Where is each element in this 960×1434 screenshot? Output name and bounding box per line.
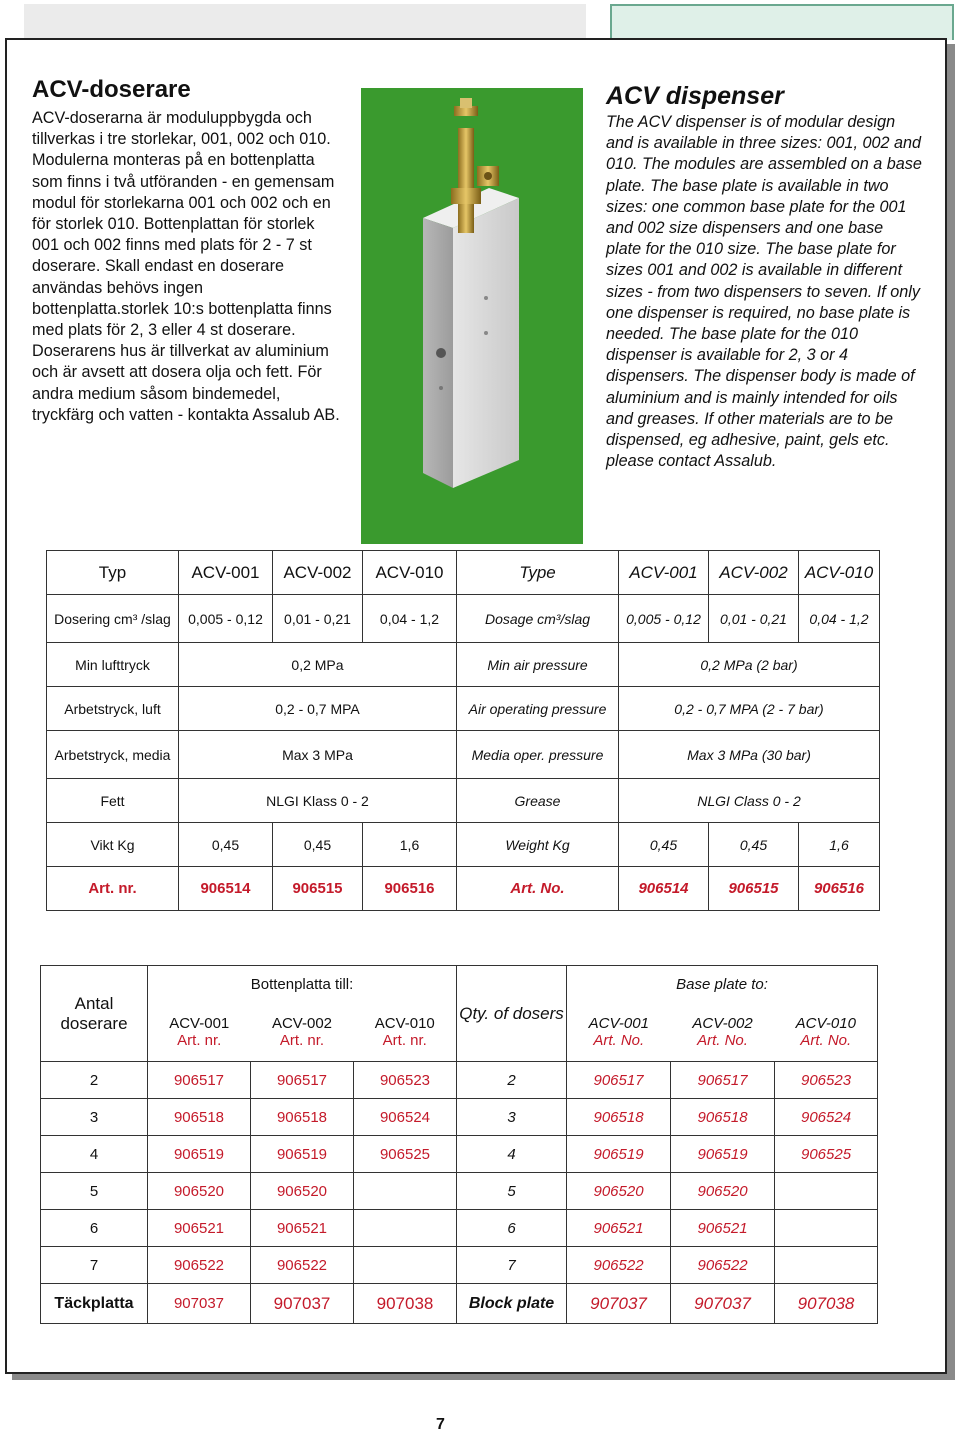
table-cell: 3 (457, 1099, 567, 1136)
col-header-model: ACV-001 (588, 1015, 649, 1033)
col-header-art: Art. No. (593, 1032, 645, 1050)
col-header-art: Art. nr. (177, 1032, 222, 1050)
english-title: ACV dispenser (606, 82, 784, 110)
table-cell: 906521 (671, 1210, 775, 1247)
table-cell: 906518 (671, 1099, 775, 1136)
spec-row-dosage (47, 595, 880, 643)
spec-value: NLGI Klass 0 - 2 (179, 779, 457, 823)
cover-art: 907037 (148, 1284, 251, 1324)
art-number: 906516 (363, 867, 457, 911)
table-cell: 6 (457, 1210, 567, 1247)
col-header-model: ACV-001 (169, 1015, 230, 1033)
spec-header-cell: ACV-002 (709, 551, 799, 595)
spec-value: 0,2 MPa (179, 643, 457, 687)
table-cell: 906520 (148, 1173, 251, 1210)
spec-value: 0,45 (619, 823, 709, 867)
table-cell: 906518 (148, 1099, 251, 1136)
table-cell: 906524 (775, 1099, 878, 1136)
spec-value: 0,005 - 0,12 (619, 595, 709, 643)
cover-art: 907038 (775, 1284, 878, 1324)
spec-header-cell: ACV-002 (273, 551, 363, 595)
group-header: Base plate to: (567, 966, 878, 1004)
spec-row-art-no (47, 867, 880, 911)
col-header-art: Art. No. (697, 1032, 748, 1050)
spec-label: Grease (457, 779, 619, 823)
table-cell: 906522 (251, 1247, 354, 1284)
col-header-model: ACV-010 (795, 1015, 856, 1033)
table-cell (354, 1173, 457, 1210)
spec-value: 0,01 - 0,21 (273, 595, 363, 643)
col-header-art: Art. No. (800, 1032, 852, 1050)
frame-shadow-right (947, 44, 955, 1376)
table-cell: 906517 (671, 1062, 775, 1099)
spec-value: Max 3 MPa (30 bar) (619, 731, 880, 779)
table-cell: 906522 (148, 1247, 251, 1284)
spec-label: Media oper. pressure (457, 731, 619, 779)
col-header-model: ACV-010 (374, 1015, 435, 1033)
cover-label: Täckplatta (41, 1284, 148, 1324)
spec-label: Air operating pressure (457, 687, 619, 731)
page-number: 7 (436, 1416, 445, 1433)
table-cell (775, 1247, 878, 1284)
table-row (41, 1136, 878, 1173)
col-header (567, 1004, 671, 1062)
spec-value: 1,6 (799, 823, 880, 867)
table-cell: 2 (41, 1062, 148, 1099)
art-label: Art. No. (457, 867, 619, 911)
spec-row-air-pressure (47, 687, 880, 731)
table-cell: 906517 (567, 1062, 671, 1099)
spec-value: 0,2 - 0,7 MPA (2 - 7 bar) (619, 687, 880, 731)
baseplate-rows (41, 1062, 878, 1284)
col-header (671, 1004, 775, 1062)
table-cell: 906520 (671, 1173, 775, 1210)
spec-value: Max 3 MPa (179, 731, 457, 779)
table-cell: 906520 (567, 1173, 671, 1210)
table-cell: 906524 (354, 1099, 457, 1136)
table-cell: 906519 (671, 1136, 775, 1173)
spec-header-cell: ACV-010 (363, 551, 457, 595)
table-cell: 906519 (567, 1136, 671, 1173)
table-cell (354, 1247, 457, 1284)
table-cell: 906518 (251, 1099, 354, 1136)
table-row (41, 1210, 878, 1247)
spec-table (46, 550, 880, 911)
spec-label: Weight Kg (457, 823, 619, 867)
table-cell: 906525 (354, 1136, 457, 1173)
swedish-title: ACV-doserare (32, 76, 191, 103)
table-cell: 906525 (775, 1136, 878, 1173)
table-cell: 906517 (251, 1062, 354, 1099)
spec-value: NLGI Class 0 - 2 (619, 779, 880, 823)
table-cell (775, 1173, 878, 1210)
cover-art: 907037 (567, 1284, 671, 1324)
spec-header-cell: Typ (47, 551, 179, 595)
spec-value: 0,2 MPa (2 bar) (619, 643, 880, 687)
spec-label: Vikt Kg (47, 823, 179, 867)
table-cell: 906521 (148, 1210, 251, 1247)
table-cell (775, 1210, 878, 1247)
col-header-model: ACV-002 (271, 1015, 333, 1033)
table-cell: 7 (457, 1247, 567, 1284)
table-cell: 2 (457, 1062, 567, 1099)
art-number: 906514 (619, 867, 709, 911)
product-photo (361, 88, 583, 544)
table-cell: 906521 (251, 1210, 354, 1247)
table-cell: 906518 (567, 1099, 671, 1136)
spec-label: Dosering cm³ /slag (47, 595, 179, 643)
header-gray-bar (24, 4, 586, 38)
col-header (354, 1004, 457, 1062)
table-cell: 3 (41, 1099, 148, 1136)
spec-value: 0,04 - 1,2 (799, 595, 880, 643)
spec-value: 0,2 - 0,7 MPA (179, 687, 457, 731)
english-body: The ACV dispenser is of modular design and is available in three sizes: 001, 002 and 010. The modules are assembled on a base plate. The base plate is available in two sizes: one common base plate for the 001 and 002 size dispensers and one base plate for the 010 size. The base plate for sizes 001 and 002 is available in different sizes - from two dispensers to seven. If only one dispenser is required, no base plate is needed. The base plate for the 010 dispenser is available for 2, 3 or 4 dispensers. The dispenser body is made of aluminium and is mainly intended for oils and greases. If other materials are to be dispensed, eg adhesive, paint, gels etc. please contact Assalub. (606, 113, 922, 471)
table-cell: 906519 (251, 1136, 354, 1173)
table-cell: 906519 (148, 1136, 251, 1173)
art-number: 906515 (273, 867, 363, 911)
table-row (41, 1173, 878, 1210)
cover-art: 907037 (671, 1284, 775, 1324)
table-cell: 906522 (671, 1247, 775, 1284)
art-number: 906514 (179, 867, 273, 911)
baseplate-group-row (41, 966, 878, 1004)
spec-value: 1,6 (363, 823, 457, 867)
qty-header: Antal doserare (41, 966, 148, 1062)
table-cell (354, 1210, 457, 1247)
table-cell: 906523 (775, 1062, 878, 1099)
spec-label: Arbetstryck, media (47, 731, 179, 779)
cover-row (41, 1284, 878, 1324)
table-cell: 5 (41, 1173, 148, 1210)
art-number: 906516 (799, 867, 880, 911)
table-cell: 7 (41, 1247, 148, 1284)
spec-value: 0,005 - 0,12 (179, 595, 273, 643)
spec-label: Fett (47, 779, 179, 823)
spec-header-row (47, 551, 880, 595)
dispenser-image (361, 88, 583, 544)
cover-art: 907038 (354, 1284, 457, 1324)
spec-label: Min air pressure (457, 643, 619, 687)
spec-value: 0,45 (709, 823, 799, 867)
spec-label: Arbetstryck, luft (47, 687, 179, 731)
art-label: Art. nr. (47, 867, 179, 911)
table-cell: 906521 (567, 1210, 671, 1247)
spec-value: 0,45 (179, 823, 273, 867)
spec-label: Dosage cm³/slag (457, 595, 619, 643)
spec-header-cell: Type (457, 551, 619, 595)
col-header-model: ACV-002 (692, 1015, 753, 1033)
art-number: 906515 (709, 867, 799, 911)
spec-row-weight (47, 823, 880, 867)
header-green-tab (610, 4, 954, 40)
table-row (41, 1062, 878, 1099)
spec-value: 0,04 - 1,2 (363, 595, 457, 643)
baseplate-table (40, 965, 878, 1324)
spec-header-cell: ACV-001 (179, 551, 273, 595)
spec-header-cell: ACV-001 (619, 551, 709, 595)
col-header (251, 1004, 354, 1062)
col-header-art: Art. nr. (279, 1032, 325, 1050)
col-header (775, 1004, 878, 1062)
table-row (41, 1247, 878, 1284)
col-header (148, 1004, 251, 1062)
table-cell: 5 (457, 1173, 567, 1210)
spec-header-cell: ACV-010 (799, 551, 880, 595)
spec-value: 0,45 (273, 823, 363, 867)
table-row (41, 1099, 878, 1136)
qty-header: Qty. of dosers (457, 966, 567, 1062)
table-cell: 906520 (251, 1173, 354, 1210)
spec-row-min-air (47, 643, 880, 687)
table-cell: 6 (41, 1210, 148, 1247)
group-header: Bottenplatta till: (148, 966, 457, 1004)
table-cell: 4 (457, 1136, 567, 1173)
spec-label: Min lufttryck (47, 643, 179, 687)
table-cell: 906517 (148, 1062, 251, 1099)
spec-value: 0,01 - 0,21 (709, 595, 799, 643)
table-cell: 4 (41, 1136, 148, 1173)
table-cell: 906523 (354, 1062, 457, 1099)
spec-row-grease (47, 779, 880, 823)
cover-label: Block plate (457, 1284, 567, 1324)
table-cell: 906522 (567, 1247, 671, 1284)
swedish-body: ACV-doserarna är moduluppbygda och tillverkas i tre storlekar, 001, 002 och 010. Modulerna monteras på en bottenplatta som finns i två utföranden - en gemensam modul för storlekarna 001 och 002 och en för storlek 010. Bottenplattan för storlek 001 och 002 finns med plats för 2 - 7 st doserare. Skall endast en doserare användas behövs ingen bottenplatta.storlek 10:s bottenplatta finns med plats för 2, 3 eller 4 st doserare. Doserarens hus är tillverkat av aluminium och är avsett att dosera olja och fett. För andra medium såsom bindemedel, tryckfärg och vatten - kontakta Assalub AB. (32, 109, 340, 424)
col-header-art: Art. nr. (382, 1032, 427, 1050)
spec-row-media-pressure (47, 731, 880, 779)
cover-art: 907037 (251, 1284, 354, 1324)
